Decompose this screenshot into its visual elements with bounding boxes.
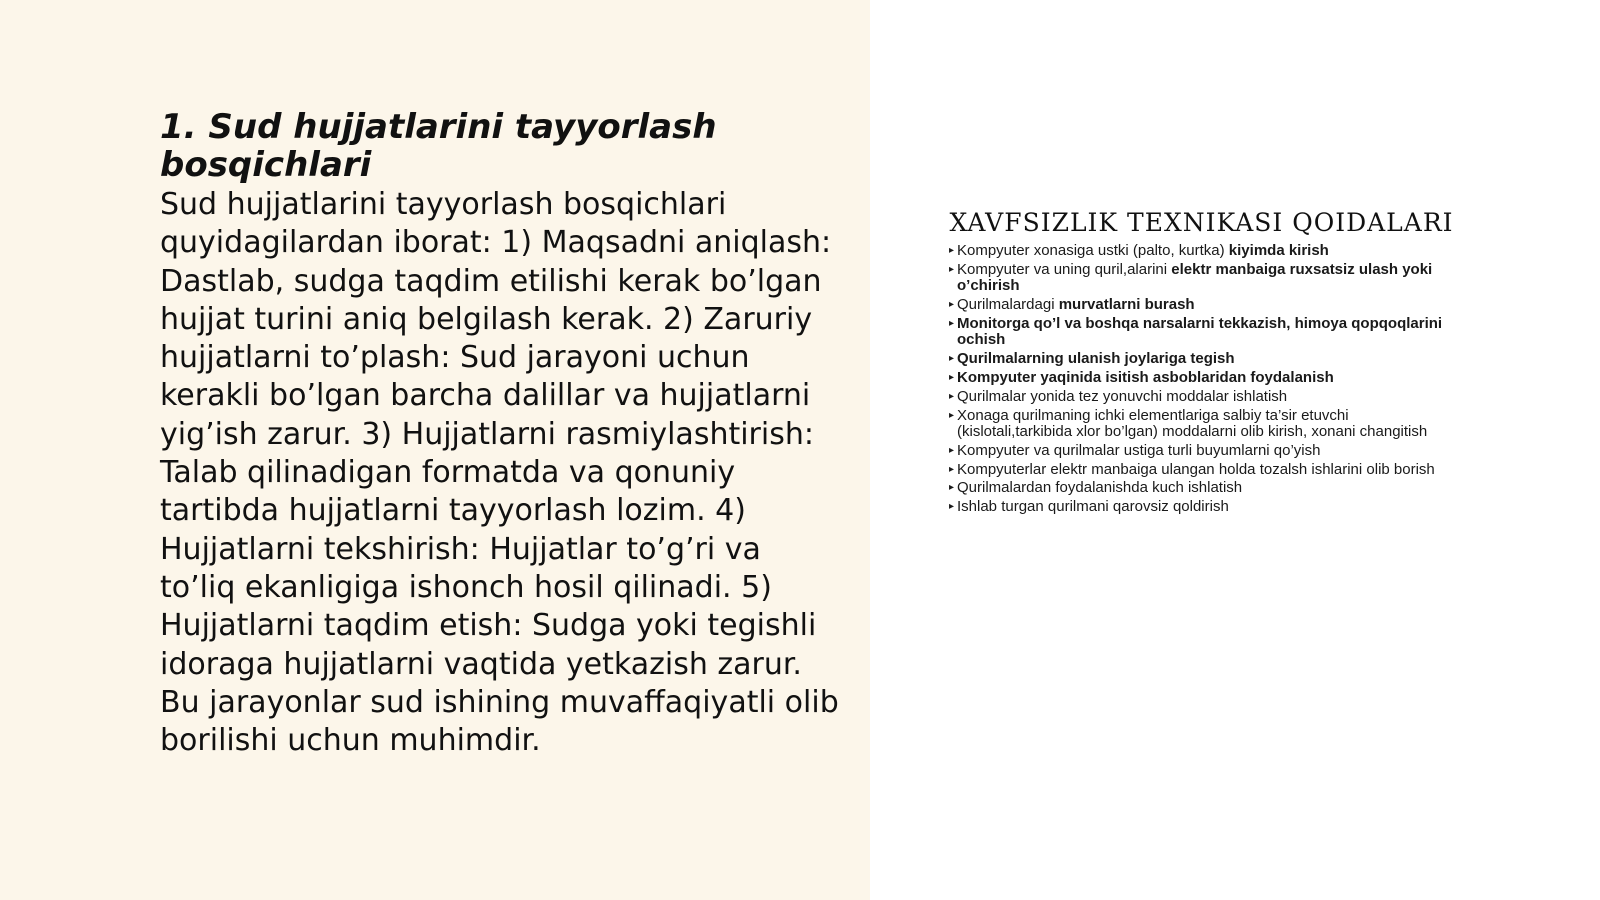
bullet-icon: ▸	[949, 482, 955, 494]
slide-body-text: Sud hujjatlarini tayyorlash bosqichlari quyidagilardan iborat: 1) Maqsadni aniqlash: Dastlab, sudga taqdim etilishi kerak bo’lgan hujjat turini aniq belgilash kerak. 2) Zaruriy hujjatlarni to’plash: Sud jarayoni uchun kerakli bo’lgan barcha dalillar va hujjatlarni yig’ish zarur. 3) Hujjatlarni rasmiylashtirish: Talab qilinadigan formatda va qonuniy tartibda hujjatlarni tayyorlash lozim. 4) Hujjatlarni tekshirish: Hujjatlar to’g’ri va to’liq ekanligiga ishonch hosil qilinadi. 5) Hujjatlarni taqdim etish: Sudga yoki tegishli idoraga hujjatlarni vaqtida yetkazish zarur. Bu jarayonlar sud ishining muvaffaqiyatli olib borilishi uchun muhimdir.	[160, 187, 839, 759]
bullet-icon: ▸	[949, 245, 955, 256]
bullet-icon: ▸	[949, 317, 955, 329]
bullet-icon: ▸	[949, 353, 955, 365]
safety-rules-image	[949, 208, 1454, 518]
bullet-icon: ▸	[949, 299, 955, 311]
bullet-icon: ▸	[949, 371, 955, 383]
bullet-icon: ▸	[949, 263, 955, 275]
bullet-icon: ▸	[949, 390, 955, 402]
bullet-icon: ▸	[949, 501, 955, 513]
list-item: ▸ Kompyuter va qurilmalar ustiga turli buyumlarni qo’yish	[949, 441, 1321, 459]
list-item: ▸ Qurilmalarning ulanish joylariga tegish	[949, 350, 1235, 368]
list-item: ▸ Monitorga qo’l va boshqa narsalarni tekkazish, himoya qopqoqlarini ochish	[949, 314, 1443, 349]
safety-rules-list	[949, 243, 1454, 516]
list-item: ▸ Xonaga qurilmaning ichki elementlariga salbiy ta’sir etuvchi (kislotali,tarkibida xlor bo’lgan) moddalarni olib kirish, xonani changitish	[949, 406, 1428, 441]
bullet-icon: ▸	[949, 409, 955, 421]
list-item: ▸ Kompyuter yaqinida isitish asboblaridan foydalanish	[949, 368, 1334, 386]
bullet-icon: ▸	[949, 444, 955, 456]
list-item: ▸ Qurilmalar yonida tez yonuvchi moddalar ishlatish	[949, 387, 1288, 405]
list-item: ▸ Kompyuter va uning quril,alarini elektr manbaiga ruxsatsiz ulash yoki o’chirish	[949, 260, 1433, 295]
slide-title: 1. Sud hujjatlarini tayyorlash bosqichlari	[160, 107, 717, 185]
bullet-icon: ▸	[949, 463, 955, 475]
list-item: ▸ Kompyuter xonasiga ustki (palto, kurtka) kiyimda kirish	[949, 242, 1329, 259]
list-item: ▸ Qurilmalardagi murvatlarni burash	[949, 296, 1195, 314]
list-item: ▸ Kompyuterlar elektr manbaiga ulangan holda tozalsh ishlarini olib borish	[949, 460, 1435, 478]
list-item: ▸ Ishlab turgan qurilmani qarovsiz qoldirish	[949, 498, 1229, 516]
safety-rules-title: XAVFSIZLIK TEXNIKASI QOIDALARI	[949, 208, 1454, 237]
list-item: ▸ Qurilmalardan foydalanishda kuch ishlatish	[949, 479, 1243, 497]
